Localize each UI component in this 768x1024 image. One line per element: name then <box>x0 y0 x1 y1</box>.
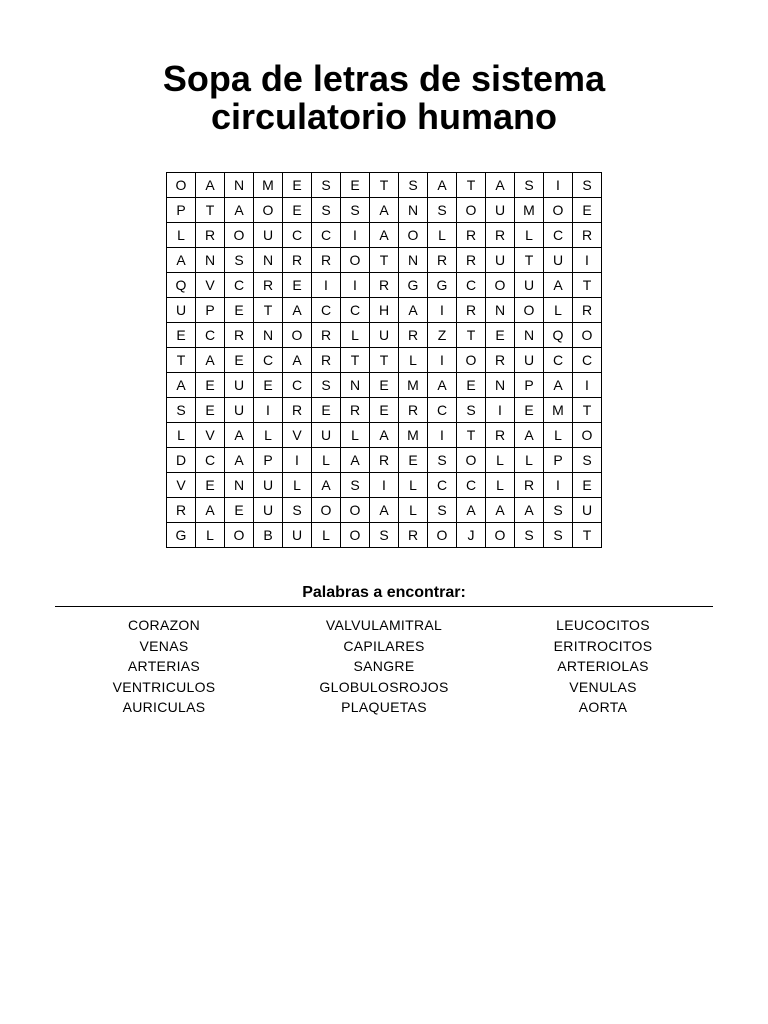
grid-cell: T <box>515 248 544 273</box>
grid-cell: E <box>196 373 225 398</box>
grid-cell: E <box>167 323 196 348</box>
grid-cell: L <box>167 423 196 448</box>
word-item: ARTERIOLAS <box>557 658 649 674</box>
grid-cell: R <box>225 323 254 348</box>
grid-cell: A <box>370 198 399 223</box>
grid-cell: A <box>370 498 399 523</box>
grid-cell: S <box>341 473 370 498</box>
grid-cell: S <box>428 448 457 473</box>
grid-cell: I <box>254 398 283 423</box>
grid-cell: L <box>312 448 341 473</box>
grid-cell: L <box>196 523 225 548</box>
word-item: LEUCOCITOS <box>556 617 650 633</box>
grid-cell: V <box>167 473 196 498</box>
grid-cell: O <box>486 523 515 548</box>
grid-cell: C <box>283 373 312 398</box>
grid-cell: I <box>573 373 602 398</box>
grid-cell: A <box>370 223 399 248</box>
grid-cell: N <box>341 373 370 398</box>
word-item: VALVULAMITRAL <box>325 617 443 633</box>
grid-cell: J <box>457 523 486 548</box>
grid-cell: E <box>312 398 341 423</box>
grid-cell: E <box>370 373 399 398</box>
grid-cell: T <box>573 523 602 548</box>
grid-cell: S <box>515 173 544 198</box>
grid-cell: C <box>254 348 283 373</box>
grid-cell: P <box>254 448 283 473</box>
grid-cell: O <box>254 198 283 223</box>
grid-cell: S <box>283 498 312 523</box>
grid-cell: L <box>515 448 544 473</box>
grid-cell: R <box>573 223 602 248</box>
grid-cell: T <box>196 198 225 223</box>
grid-cell: T <box>370 248 399 273</box>
grid-cell: T <box>370 348 399 373</box>
grid-cell: B <box>254 523 283 548</box>
grid-cell: U <box>573 498 602 523</box>
grid-cell: L <box>515 223 544 248</box>
grid-cell: A <box>515 498 544 523</box>
grid-cell: L <box>544 298 573 323</box>
grid-cell: C <box>573 348 602 373</box>
grid-cell: O <box>399 223 428 248</box>
grid-cell: R <box>428 248 457 273</box>
grid-cell: I <box>486 398 515 423</box>
grid-cell: L <box>341 323 370 348</box>
grid-cell: U <box>254 473 283 498</box>
word-item: VENAS <box>139 637 189 654</box>
grid-cell: A <box>370 423 399 448</box>
grid-cell: A <box>341 448 370 473</box>
grid-row <box>167 423 602 448</box>
grid-row <box>167 248 602 273</box>
grid-cell: M <box>399 373 428 398</box>
grid-cell: S <box>428 498 457 523</box>
word-list-column-2 <box>274 615 494 718</box>
letter-grid <box>166 172 602 548</box>
grid-cell: U <box>225 398 254 423</box>
grid-cell: O <box>167 173 196 198</box>
grid-cell: S <box>573 448 602 473</box>
grid-cell: S <box>573 173 602 198</box>
grid-cell: A <box>196 173 225 198</box>
grid-row <box>167 398 602 423</box>
grid-cell: S <box>399 173 428 198</box>
grid-cell: C <box>312 223 341 248</box>
grid-cell: R <box>254 273 283 298</box>
grid-cell: L <box>544 423 573 448</box>
grid-cell: Q <box>544 323 573 348</box>
word-item: PLAQUETAS <box>341 699 427 715</box>
word-item: CAPILARES <box>343 637 425 654</box>
grid-cell: R <box>486 423 515 448</box>
grid-row <box>167 198 602 223</box>
grid-cell: U <box>283 523 312 548</box>
grid-cell: R <box>486 223 515 248</box>
grid-row <box>167 323 602 348</box>
grid-cell: A <box>457 498 486 523</box>
grid-row <box>167 173 602 198</box>
grid-cell: R <box>312 323 341 348</box>
divider-line <box>55 606 713 607</box>
grid-cell: U <box>515 348 544 373</box>
grid-row <box>167 498 602 523</box>
grid-cell: I <box>544 473 573 498</box>
grid-cell: A <box>283 348 312 373</box>
grid-cell: I <box>341 273 370 298</box>
grid-row <box>167 298 602 323</box>
grid-cell: U <box>167 298 196 323</box>
grid-cell: L <box>428 223 457 248</box>
grid-cell: E <box>283 198 312 223</box>
grid-cell: R <box>370 448 399 473</box>
word-item: ERITROCITOS <box>553 637 653 654</box>
grid-cell: A <box>515 423 544 448</box>
grid-cell: M <box>399 423 428 448</box>
grid-cell: T <box>573 398 602 423</box>
grid-cell: R <box>457 298 486 323</box>
grid-cell: I <box>428 298 457 323</box>
word-item: AURICULAS <box>122 699 206 715</box>
grid-cell: U <box>486 248 515 273</box>
grid-cell: Z <box>428 323 457 348</box>
grid-cell: N <box>486 298 515 323</box>
page-title <box>0 60 768 136</box>
grid-cell: O <box>341 523 370 548</box>
grid-cell: E <box>573 473 602 498</box>
grid-cell: M <box>515 198 544 223</box>
grid-cell: E <box>370 398 399 423</box>
grid-cell: T <box>457 323 486 348</box>
words-heading: Palabras a encontrar: <box>302 584 466 601</box>
grid-cell: V <box>283 423 312 448</box>
grid-cell: C <box>196 323 225 348</box>
grid-row <box>167 448 602 473</box>
grid-cell: G <box>167 523 196 548</box>
grid-cell: R <box>515 473 544 498</box>
grid-cell: S <box>515 523 544 548</box>
grid-cell: O <box>225 223 254 248</box>
word-item: ARTERIAS <box>127 658 201 674</box>
grid-cell: C <box>428 473 457 498</box>
grid-cell: A <box>196 498 225 523</box>
grid-cell: E <box>457 373 486 398</box>
grid-cell: A <box>225 448 254 473</box>
grid-cell: S <box>341 198 370 223</box>
grid-cell: I <box>283 448 312 473</box>
grid-cell: P <box>544 448 573 473</box>
grid-cell: A <box>399 298 428 323</box>
grid-cell: T <box>457 173 486 198</box>
grid-cell: T <box>573 273 602 298</box>
grid-cell: I <box>312 273 341 298</box>
grid-cell: O <box>312 498 341 523</box>
grid-cell: C <box>341 298 370 323</box>
grid-row <box>167 223 602 248</box>
grid-cell: V <box>196 273 225 298</box>
grid-cell: T <box>167 348 196 373</box>
grid-cell: I <box>341 223 370 248</box>
grid-cell: O <box>457 198 486 223</box>
grid-cell: R <box>341 398 370 423</box>
grid-cell: L <box>312 523 341 548</box>
grid-cell: N <box>196 248 225 273</box>
grid-cell: E <box>225 298 254 323</box>
grid-cell: U <box>486 198 515 223</box>
grid-cell: S <box>428 198 457 223</box>
title-line-2: circulatorio humano <box>210 96 558 137</box>
grid-cell: I <box>428 423 457 448</box>
grid-cell: L <box>399 348 428 373</box>
word-item: AORTA <box>578 699 628 715</box>
word-item: VENULAS <box>569 678 637 695</box>
grid-cell: L <box>283 473 312 498</box>
grid-cell: S <box>312 173 341 198</box>
grid-cell: O <box>457 348 486 373</box>
grid-cell: O <box>341 498 370 523</box>
grid-cell: O <box>428 523 457 548</box>
grid-cell: A <box>312 473 341 498</box>
grid-cell: R <box>167 498 196 523</box>
grid-cell: S <box>457 398 486 423</box>
grid-cell: A <box>428 373 457 398</box>
grid-cell: D <box>167 448 196 473</box>
grid-cell: R <box>573 298 602 323</box>
grid-cell: N <box>225 173 254 198</box>
grid-cell: L <box>399 498 428 523</box>
grid-cell: R <box>312 248 341 273</box>
grid-row <box>167 273 602 298</box>
grid-cell: U <box>254 498 283 523</box>
word-list-column-3 <box>493 615 713 718</box>
grid-cell: A <box>283 298 312 323</box>
grid-cell: A <box>225 423 254 448</box>
grid-cell: C <box>196 448 225 473</box>
grid-cell: L <box>399 473 428 498</box>
grid-cell: U <box>254 223 283 248</box>
grid-cell: N <box>399 248 428 273</box>
grid-cell: M <box>254 173 283 198</box>
grid-cell: S <box>312 373 341 398</box>
grid-cell: C <box>225 273 254 298</box>
grid-cell: R <box>283 398 312 423</box>
grid-cell: S <box>225 248 254 273</box>
grid-cell: I <box>370 473 399 498</box>
grid-cell: R <box>457 248 486 273</box>
grid-cell: A <box>167 373 196 398</box>
grid-cell: O <box>573 323 602 348</box>
grid-row <box>167 473 602 498</box>
word-item: GLOBULOSROJOS <box>319 678 449 695</box>
grid-cell: U <box>544 248 573 273</box>
grid-cell: T <box>370 173 399 198</box>
grid-cell: G <box>399 273 428 298</box>
word-item: VENTRICULOS <box>112 678 216 695</box>
grid-cell: G <box>428 273 457 298</box>
grid-cell: A <box>225 198 254 223</box>
grid-cell: E <box>341 173 370 198</box>
grid-cell: L <box>254 423 283 448</box>
grid-cell: S <box>370 523 399 548</box>
grid-cell: E <box>573 198 602 223</box>
grid-cell: U <box>225 373 254 398</box>
grid-cell: T <box>457 423 486 448</box>
grid-cell: R <box>370 273 399 298</box>
grid-cell: A <box>167 248 196 273</box>
grid-cell: O <box>283 323 312 348</box>
grid-cell: L <box>167 223 196 248</box>
grid-cell: E <box>399 448 428 473</box>
grid-cell: T <box>254 298 283 323</box>
grid-cell: R <box>312 348 341 373</box>
grid-cell: N <box>515 323 544 348</box>
grid-cell: E <box>225 498 254 523</box>
grid-cell: H <box>370 298 399 323</box>
grid-cell: N <box>399 198 428 223</box>
grid-cell: E <box>196 473 225 498</box>
grid-cell: R <box>196 223 225 248</box>
grid-cell: C <box>457 473 486 498</box>
grid-cell: A <box>544 273 573 298</box>
grid-cell: E <box>196 398 225 423</box>
grid-cell: P <box>515 373 544 398</box>
grid-cell: R <box>457 223 486 248</box>
grid-cell: U <box>370 323 399 348</box>
grid-cell: P <box>167 198 196 223</box>
grid-cell: Q <box>167 273 196 298</box>
grid-cell: E <box>515 398 544 423</box>
grid-cell: C <box>544 223 573 248</box>
grid-cell: A <box>196 348 225 373</box>
grid-row <box>167 348 602 373</box>
grid-cell: C <box>312 298 341 323</box>
grid-cell: E <box>283 173 312 198</box>
grid-cell: R <box>486 348 515 373</box>
grid-cell: R <box>399 323 428 348</box>
grid-cell: N <box>225 473 254 498</box>
grid-cell: C <box>457 273 486 298</box>
grid-cell: I <box>544 173 573 198</box>
grid-cell: R <box>399 398 428 423</box>
word-list-column-1 <box>54 615 274 718</box>
grid-cell: I <box>428 348 457 373</box>
grid-cell: O <box>341 248 370 273</box>
grid-cell: O <box>225 523 254 548</box>
grid-cell: M <box>544 398 573 423</box>
grid-cell: R <box>399 523 428 548</box>
grid-cell: S <box>312 198 341 223</box>
grid-cell: U <box>312 423 341 448</box>
grid-cell: I <box>573 248 602 273</box>
grid-cell: N <box>254 323 283 348</box>
grid-cell: L <box>341 423 370 448</box>
grid-cell: O <box>457 448 486 473</box>
word-item: CORAZON <box>127 617 201 633</box>
grid-cell: O <box>486 273 515 298</box>
grid-cell: T <box>341 348 370 373</box>
grid-row <box>167 523 602 548</box>
grid-row <box>167 373 602 398</box>
grid-cell: S <box>544 498 573 523</box>
grid-cell: E <box>283 273 312 298</box>
grid-cell: A <box>428 173 457 198</box>
grid-cell: N <box>486 373 515 398</box>
title-line-1: Sopa de letras de sistema <box>162 58 606 99</box>
grid-cell: A <box>486 498 515 523</box>
grid-cell: S <box>167 398 196 423</box>
grid-cell: O <box>544 198 573 223</box>
grid-cell: P <box>196 298 225 323</box>
word-item: SANGRE <box>353 658 415 674</box>
grid-cell: C <box>544 348 573 373</box>
grid-cell: O <box>515 298 544 323</box>
grid-cell: U <box>515 273 544 298</box>
grid-cell: N <box>254 248 283 273</box>
grid-cell: E <box>254 373 283 398</box>
grid-cell: E <box>225 348 254 373</box>
grid-cell: A <box>486 173 515 198</box>
grid-cell: O <box>573 423 602 448</box>
grid-cell: R <box>283 248 312 273</box>
grid-cell: V <box>196 423 225 448</box>
grid-cell: L <box>486 448 515 473</box>
grid-cell: S <box>544 523 573 548</box>
grid-cell: L <box>486 473 515 498</box>
grid-cell: C <box>283 223 312 248</box>
grid-cell: A <box>544 373 573 398</box>
grid-cell: C <box>428 398 457 423</box>
grid-cell: E <box>486 323 515 348</box>
